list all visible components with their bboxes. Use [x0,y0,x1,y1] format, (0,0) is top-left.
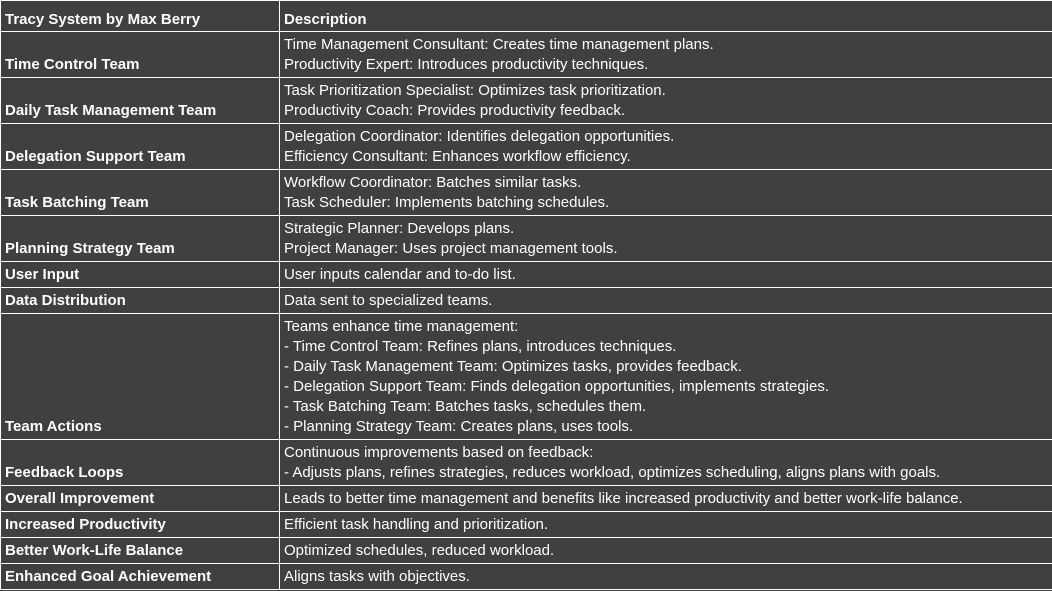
description-line: - Planning Strategy Team: Creates plans, uses tools. [284,418,634,435]
row-description-cell [280,512,1052,538]
table-row [1,440,1052,486]
row-name-cell: Data Distribution [1,288,280,314]
row-name-cell: Overall Improvement [1,486,280,512]
description-line: - Task Batching Team: Batches tasks, schedules them. [284,398,647,415]
table-body [1,32,1052,590]
row-description-cell [280,538,1052,564]
description-line: Delegation Coordinator: Identifies delegation opportunities. [284,128,675,145]
description-line: Continuous improvements based on feedback: [284,444,594,461]
table-row [1,32,1052,78]
description-line: Leads to better time management and benefits like increased productivity and better work-life balance. [284,490,963,507]
description-line: Task Scheduler: Implements batching schedules. [284,194,610,211]
row-name-cell: User Input [1,262,280,288]
description-line: Teams enhance time management: [284,318,519,335]
description-line: Strategic Planner: Develops plans. [284,220,515,237]
description-line: - Adjusts plans, refines strategies, reduces workload, optimizes scheduling, aligns plans with goals. [284,464,941,481]
row-name-cell: Better Work-Life Balance [1,538,280,564]
row-name-cell: Task Batching Team [1,170,280,216]
table-row [1,564,1052,590]
row-description-cell [280,440,1052,486]
description-line: Efficient task handling and prioritization. [284,516,549,533]
description-line: - Time Control Team: Refines plans, introduces techniques. [284,338,677,355]
row-description-cell [280,78,1052,124]
header-name: Tracy System by Max Berry [1,1,280,32]
row-name-cell: Delegation Support Team [1,124,280,170]
description-line: Optimized schedules, reduced workload. [284,542,555,559]
table-row [1,262,1052,288]
description-line: Productivity Expert: Introduces productivity techniques. [284,56,649,73]
table-row [1,288,1052,314]
description-line: Productivity Coach: Provides productivity feedback. [284,102,625,119]
row-description-cell [280,288,1052,314]
header-description: Description [280,1,1052,32]
description-line: - Daily Task Management Team: Optimizes tasks, provides feedback. [284,358,742,375]
row-description-cell [280,124,1052,170]
row-description-cell [280,564,1052,590]
description-line: Aligns tasks with objectives. [284,568,470,585]
table-row [1,486,1052,512]
row-description-cell [280,32,1052,78]
row-description-cell [280,486,1052,512]
description-line: Data sent to specialized teams. [284,292,493,309]
row-name-cell: Enhanced Goal Achievement [1,564,280,590]
row-name-cell: Team Actions [1,314,280,440]
table-row [1,512,1052,538]
table-row [1,78,1052,124]
table-row [1,124,1052,170]
row-description-cell [280,262,1052,288]
description-line: User inputs calendar and to-do list. [284,266,516,283]
table-row [1,314,1052,440]
table-row [1,170,1052,216]
description-line: Efficiency Consultant: Enhances workflow efficiency. [284,148,631,165]
description-line: - Delegation Support Team: Finds delegation opportunities, implements strategies. [284,378,830,395]
row-name-cell: Planning Strategy Team [1,216,280,262]
table-row [1,216,1052,262]
table-row [1,538,1052,564]
row-name-cell: Daily Task Management Team [1,78,280,124]
description-line: Time Management Consultant: Creates time management plans. [284,36,714,53]
row-name-cell: Time Control Team [1,32,280,78]
description-line: Task Prioritization Specialist: Optimizes task prioritization. [284,82,666,99]
row-description-cell [280,314,1052,440]
row-description-cell [280,170,1052,216]
description-line: Project Manager: Uses project management tools. [284,240,618,257]
header-row [1,1,1052,32]
row-description-cell [280,216,1052,262]
description-line: Workflow Coordinator: Batches similar tasks. [284,174,582,191]
row-name-cell: Feedback Loops [1,440,280,486]
row-name-cell: Increased Productivity [1,512,280,538]
